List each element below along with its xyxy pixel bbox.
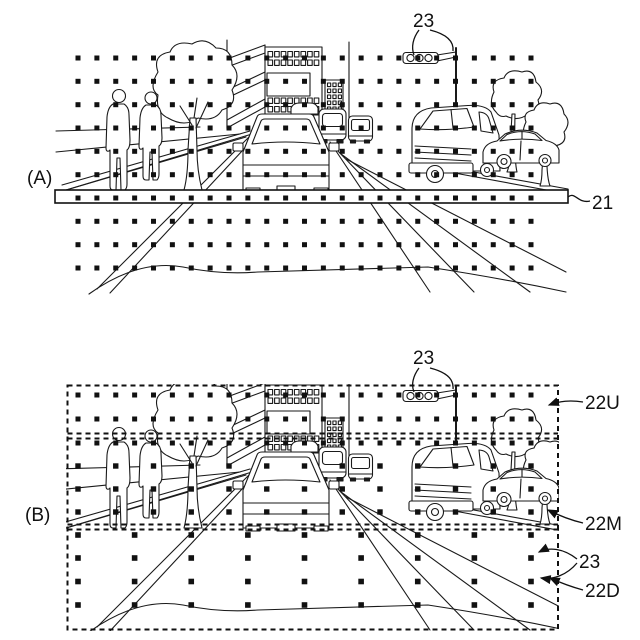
ref-23-panel-b: 23 bbox=[413, 348, 435, 369]
ref-22d: 22D bbox=[585, 581, 620, 602]
ref-21: 21 bbox=[592, 193, 614, 214]
leader-22m bbox=[548, 510, 583, 523]
ref-23-dots: 23 bbox=[579, 552, 601, 573]
ref-23-panel-a: 23 bbox=[413, 11, 435, 32]
leader-22d bbox=[550, 578, 583, 590]
panel-b-label: (B) bbox=[25, 505, 51, 526]
leader-23a-left bbox=[413, 30, 419, 55]
leader-22u bbox=[549, 401, 583, 405]
ref-22u: 22U bbox=[585, 393, 620, 414]
panel-b-scene bbox=[56, 378, 568, 632]
panel-b bbox=[25, 348, 622, 632]
leader-23a-right bbox=[430, 30, 453, 51]
panel-a bbox=[27, 11, 613, 294]
leader-23b-left bbox=[413, 368, 419, 392]
panel-a-scene bbox=[56, 40, 568, 294]
leader-21 bbox=[568, 195, 590, 201]
panel-a-label: (A) bbox=[27, 168, 53, 189]
ref-22m: 22M bbox=[585, 514, 622, 535]
